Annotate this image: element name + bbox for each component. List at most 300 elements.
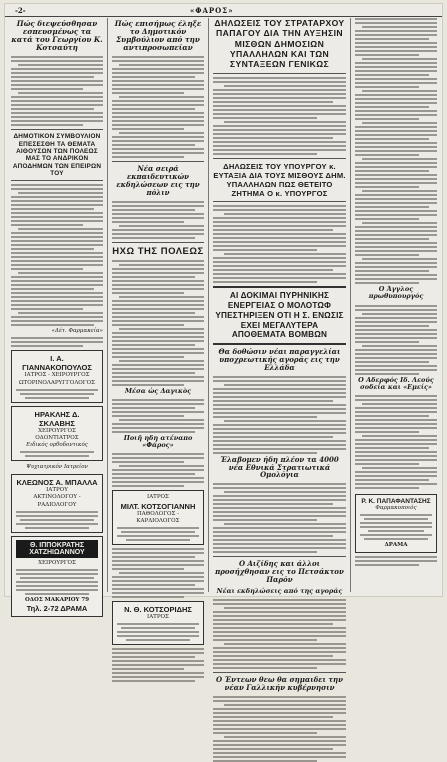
text-line <box>224 523 346 525</box>
text-line <box>112 399 204 401</box>
text-line <box>355 22 437 24</box>
text-line <box>112 407 195 409</box>
text-line <box>213 708 346 710</box>
text-line <box>119 64 204 66</box>
text-line <box>213 97 346 99</box>
text-line <box>11 248 94 250</box>
text-line <box>213 603 346 605</box>
text-line <box>355 130 437 132</box>
running-head <box>5 4 442 17</box>
text-line <box>213 432 346 434</box>
text-line <box>11 76 94 78</box>
text-line <box>16 589 98 591</box>
text-line <box>112 233 204 235</box>
text-line <box>213 105 346 107</box>
text-line <box>112 372 195 374</box>
text-line <box>11 200 103 202</box>
text-line <box>213 89 346 91</box>
text-line <box>112 348 204 350</box>
text-line <box>11 244 103 246</box>
text-line <box>112 201 204 203</box>
text-line <box>213 396 346 398</box>
text-line <box>213 696 346 698</box>
text-line <box>112 316 204 318</box>
divider <box>11 180 103 181</box>
text-line <box>11 72 103 74</box>
text-line <box>355 238 429 240</box>
divider <box>213 556 346 557</box>
text-line <box>213 388 346 390</box>
text-line <box>213 511 346 513</box>
text-line <box>25 593 89 595</box>
text-line <box>355 361 429 363</box>
text-line <box>213 611 346 613</box>
text-line <box>213 113 346 115</box>
text-line <box>119 296 204 298</box>
column-2 <box>112 18 204 620</box>
divider <box>213 201 346 202</box>
text-line <box>18 228 103 230</box>
text-line <box>112 376 204 378</box>
text-line <box>112 457 204 459</box>
text-line <box>112 120 204 122</box>
text-line <box>355 353 437 355</box>
text-line <box>112 205 204 207</box>
text-line <box>112 660 204 662</box>
text-line <box>355 321 437 323</box>
text-line <box>11 220 103 222</box>
text-line <box>355 254 419 256</box>
text-line <box>213 448 346 450</box>
text-line <box>11 256 103 258</box>
text-line <box>213 133 346 135</box>
ad-line: Φαρμακοποιός <box>375 505 417 512</box>
text-line <box>355 278 437 280</box>
text-line <box>355 266 437 268</box>
text-line <box>355 411 437 413</box>
text-line <box>112 477 204 479</box>
text-line <box>355 369 437 371</box>
text-line <box>11 252 103 254</box>
column-rule <box>208 18 209 592</box>
text-line <box>16 569 98 571</box>
text-line <box>213 249 317 251</box>
text-line <box>11 184 103 186</box>
col4-sub-b: Ο Αδερφός Ιδ. Λεούς σοδεία και «Εμείς» <box>358 375 434 391</box>
text-line <box>213 404 346 406</box>
text-line <box>213 647 346 649</box>
text-line <box>355 102 437 104</box>
text-line <box>362 345 437 347</box>
text-line <box>368 530 424 532</box>
ad-name: Ι. Α. ΓΙΑΝΝΑΚΟΠΟΥΛΟΣ <box>22 354 92 373</box>
text-line <box>119 419 204 421</box>
column-rule <box>107 18 108 592</box>
text-line <box>112 668 184 670</box>
column-3 <box>213 18 346 692</box>
text-line <box>213 619 346 621</box>
text-line <box>11 264 103 266</box>
col1-second-headline: ΔΗΜΟΤΙΚΟΝ ΣΥΜΒΟΥΛΙΟΝ ΕΠΕΣΕΣΘΗ ΤΑ ΘΕΜΑΤΑ ΑΙΘΟΥΣΩΝ ΤΩΝ ΠΟΛΕΩΣ ΜΑΣ ΤΟ ΑΝΔΡΙΚΟΝ ΑΠΟΔΗΜΩΝ ΤΩΝ ΕΠΕΙΡΩΝ ΤΟΥ <box>12 133 102 178</box>
text-line <box>121 531 195 533</box>
text-line <box>355 50 437 52</box>
text-line <box>355 30 437 32</box>
text-line <box>112 124 204 126</box>
text-line <box>112 568 184 570</box>
text-line <box>355 556 437 558</box>
text-line <box>112 56 204 58</box>
text-line <box>112 276 195 278</box>
text-line <box>112 344 195 346</box>
text-line <box>112 284 204 286</box>
text-line <box>362 435 437 437</box>
text-line <box>11 120 103 122</box>
text-line <box>112 548 204 550</box>
text-line <box>11 308 83 310</box>
text-line <box>213 543 346 545</box>
text-line <box>11 68 103 70</box>
text-line <box>355 194 437 196</box>
text-line <box>355 66 437 68</box>
text-line <box>355 471 437 473</box>
text-line <box>112 672 204 674</box>
ad-kotsogianni <box>112 490 204 544</box>
text-line <box>112 431 195 433</box>
text-line <box>355 337 437 339</box>
text-line <box>213 655 333 657</box>
text-line <box>20 519 94 521</box>
text-line <box>119 572 204 574</box>
text-line <box>355 357 437 359</box>
text-line <box>112 156 184 158</box>
text-line <box>112 116 204 118</box>
text-line <box>121 627 195 629</box>
text-line <box>11 204 103 206</box>
text-line <box>112 340 204 342</box>
text-line <box>355 70 437 72</box>
text-line <box>213 635 346 637</box>
text-line <box>213 153 317 155</box>
text-line <box>213 265 346 267</box>
text-line <box>11 60 103 62</box>
col3-sub1: Θα δοθώσιν νέαι παραγγελίαι υποχρεωτικής αγοράς εις την Ελλάδα <box>218 347 341 372</box>
text-line <box>11 80 103 82</box>
text-line <box>213 527 346 529</box>
divider <box>112 242 204 243</box>
text-line <box>355 230 437 232</box>
text-line <box>355 443 437 445</box>
text-line <box>224 85 346 87</box>
ad-line: ΙΑΤΡΟΥ <box>46 487 68 494</box>
text-line <box>112 213 204 215</box>
text-line <box>112 453 204 455</box>
text-line <box>112 423 204 425</box>
col3-sub3b: Νέαι εκδηλώσεις από της αγοράς <box>216 586 343 595</box>
text-line <box>112 60 204 62</box>
divider <box>213 158 346 159</box>
text-line <box>112 140 204 142</box>
text-line <box>112 304 204 306</box>
text-line <box>355 82 437 84</box>
text-line <box>25 527 89 529</box>
text-line <box>11 196 103 198</box>
text-line <box>112 148 204 150</box>
text-line <box>213 551 317 553</box>
column-1 <box>11 18 103 613</box>
text-line <box>112 292 184 294</box>
text-line <box>213 631 346 633</box>
text-line <box>112 592 204 594</box>
text-line <box>355 110 437 112</box>
text-line <box>362 403 437 405</box>
text-line <box>355 206 429 208</box>
text-line <box>112 580 204 582</box>
text-line <box>213 125 346 127</box>
text-line <box>355 341 419 343</box>
text-line <box>213 535 333 537</box>
text-line <box>355 162 437 164</box>
text-line <box>213 752 346 754</box>
text-line <box>355 463 419 465</box>
text-line <box>11 208 94 210</box>
text-line <box>11 341 103 343</box>
text-line <box>11 224 83 226</box>
text-line <box>355 333 437 335</box>
ad-line: ΧΕΙΡΟΥΡΓΟΣ ΟΔΟΝΤΙΑΤΡΟΣ <box>35 427 79 441</box>
text-line <box>213 424 346 426</box>
text-line <box>112 72 204 74</box>
text-line <box>355 134 437 136</box>
text-line <box>213 412 346 414</box>
text-line <box>362 158 437 160</box>
ad-line: ΙΑΤΡΟΣ <box>147 613 169 620</box>
text-line <box>11 232 103 234</box>
text-line <box>355 38 429 40</box>
text-line <box>355 242 437 244</box>
text-line <box>11 280 103 282</box>
text-line <box>126 539 190 541</box>
text-line <box>11 216 103 218</box>
text-line <box>355 270 429 272</box>
text-line <box>213 599 346 601</box>
text-line <box>16 511 98 513</box>
text-line <box>112 221 184 223</box>
text-line <box>11 324 94 326</box>
text-line <box>112 272 204 274</box>
text-line <box>112 68 204 70</box>
text-line <box>355 62 437 64</box>
newspaper-page <box>5 4 442 692</box>
text-line <box>112 415 184 417</box>
text-line <box>117 535 199 537</box>
ad-line: Ειδικός ορθοδοντικός <box>26 441 88 448</box>
text-line <box>355 106 429 108</box>
text-line <box>224 253 346 255</box>
text-line <box>213 503 333 505</box>
text-line <box>112 280 204 282</box>
text-line <box>25 455 89 457</box>
text-line <box>362 26 437 28</box>
text-line <box>213 659 346 661</box>
text-line <box>355 146 437 148</box>
text-line <box>16 515 98 517</box>
text-line <box>355 479 429 481</box>
text-line <box>119 225 204 227</box>
text-line <box>355 78 437 80</box>
text-line <box>213 149 346 151</box>
ad-name: Ν. Θ. ΚΟΤΣΟΡΙΔΗΣ <box>124 604 192 614</box>
text-line <box>213 376 346 378</box>
text-line <box>213 392 346 394</box>
text-line <box>112 485 184 487</box>
text-line <box>213 217 346 219</box>
text-line <box>355 94 437 96</box>
text-line <box>11 84 103 86</box>
ad-line: ΠΑΘΟΛΟΓΟΣ - ΚΑΡΔΙΟΛΟΓΟΣ <box>136 510 180 524</box>
text-line <box>112 656 195 658</box>
text-line <box>18 92 103 94</box>
text-line <box>11 288 94 290</box>
text-line <box>213 760 317 762</box>
text-line <box>224 213 346 215</box>
text-line <box>355 250 437 252</box>
text-line <box>11 236 103 238</box>
text-line <box>355 282 419 284</box>
text-line <box>213 416 317 418</box>
text-line <box>364 518 429 520</box>
text-line <box>112 461 184 463</box>
text-line <box>360 514 432 516</box>
text-line <box>355 210 437 212</box>
text-line <box>213 651 346 653</box>
ad-name: Θ. ΙΠΠΟΚΡΑΤΗΣ ΧΑΤΖΗΙΩΑΝΝΟΥ <box>16 540 98 558</box>
text-line <box>213 205 346 207</box>
text-line <box>11 345 83 347</box>
text-line <box>355 74 429 76</box>
text-line <box>11 304 103 306</box>
text-line <box>25 397 89 399</box>
text-line <box>355 317 437 319</box>
text-line <box>112 576 204 578</box>
text-line <box>355 234 437 236</box>
text-line <box>360 534 432 536</box>
ad-line: ΙΑΤΡΟΣ - ΧΕΙΡΟΥΡΓΟΣ <box>24 372 90 379</box>
text-line <box>355 419 437 421</box>
col4-sub-a: Ο Άγγλος πρωθυπουργός <box>368 285 424 301</box>
text-line <box>16 573 98 575</box>
text-line <box>224 420 346 422</box>
ad-ballas <box>11 474 103 532</box>
text-line <box>213 257 346 259</box>
text-line <box>362 467 437 469</box>
col2-subheadline: Νέα σειρά εκπαιδευτικών εκδηλώσεων εις την πόλιν <box>116 164 200 197</box>
text-line <box>364 538 429 540</box>
text-line <box>213 748 333 750</box>
text-line <box>11 276 103 278</box>
text-line <box>213 101 333 103</box>
text-line <box>117 631 199 633</box>
text-line <box>362 222 437 224</box>
text-line <box>355 423 437 425</box>
text-line <box>213 507 346 509</box>
text-line <box>355 34 437 36</box>
text-line <box>11 100 103 102</box>
text-line <box>355 174 437 176</box>
ad-line: ΧΕΙΡΟΥΡΓΟΣ <box>38 559 76 566</box>
text-line <box>213 245 346 247</box>
text-line <box>213 117 317 119</box>
ad-chatziioannou <box>11 536 103 617</box>
col2-notice: Μέσα ὡς Δαγικὸς <box>124 386 192 395</box>
text-line <box>112 112 204 114</box>
page-number: -2- <box>15 6 26 15</box>
text-line <box>112 332 204 334</box>
text-line <box>362 190 437 192</box>
text-line <box>112 560 204 562</box>
text-line <box>112 229 204 231</box>
third-headline: ΑΙ ΔΟΚΙΜΑΙ ΠΥΡΗΝΙΚΗΣ ΕΝΕΡΓΕΙΑΣ Ο ΜΟΛΟΤΩΦ ΥΠΕΣΤΗΡΙΞΕΝ ΟΤΙ Η Σ. ΕΝΩΣΙΣ ΕΧΕΙ ΜΕΓΑΛΥΤΕΡΑ ΑΠΟΘΕΜΑΤΑ ΒΟΜΒΩΝ <box>215 291 344 340</box>
text-line <box>112 481 204 483</box>
text-line <box>213 81 346 83</box>
text-line <box>213 209 346 211</box>
text-line <box>18 272 103 274</box>
text-line <box>213 732 317 734</box>
text-line <box>11 96 103 98</box>
text-line <box>112 312 195 314</box>
text-line <box>112 596 184 598</box>
text-line <box>224 704 346 706</box>
text-line <box>11 316 103 318</box>
text-line <box>355 439 437 441</box>
column-4 <box>355 18 437 592</box>
text-line <box>213 261 346 263</box>
text-line <box>16 581 98 583</box>
text-line <box>11 88 83 90</box>
text-line <box>213 408 346 410</box>
text-line <box>213 700 346 702</box>
text-line <box>112 564 204 566</box>
text-line <box>355 118 419 120</box>
text-line <box>18 192 103 194</box>
text-line <box>213 740 346 742</box>
text-line <box>11 284 103 286</box>
text-line <box>112 80 204 82</box>
ad-line: ΑΚΤΙΝΟΛΟΓΟΥ - ΡΑΔΙΟΛΟΓΟΥ <box>33 494 81 508</box>
text-line <box>213 145 346 147</box>
text-line <box>18 312 103 314</box>
text-line <box>355 214 437 216</box>
text-line <box>20 451 94 453</box>
text-line <box>112 324 184 326</box>
text-line <box>213 452 317 454</box>
text-line <box>16 585 98 587</box>
text-line <box>362 90 437 92</box>
text-line <box>213 269 333 271</box>
text-line <box>119 328 204 330</box>
col2-headline: Πώς επισήμως έληξε το Δημοτικόν Συμβούλιον από την αντιπροσωπείαν <box>114 19 202 53</box>
text-line <box>213 519 317 521</box>
text-line <box>11 188 103 190</box>
text-line <box>112 473 195 475</box>
text-line <box>213 141 346 143</box>
text-line <box>355 365 437 367</box>
text-line <box>355 150 437 152</box>
text-line <box>224 736 346 738</box>
text-line <box>112 364 204 366</box>
text-line <box>112 648 204 650</box>
text-line <box>213 515 346 517</box>
text-line <box>213 93 346 95</box>
